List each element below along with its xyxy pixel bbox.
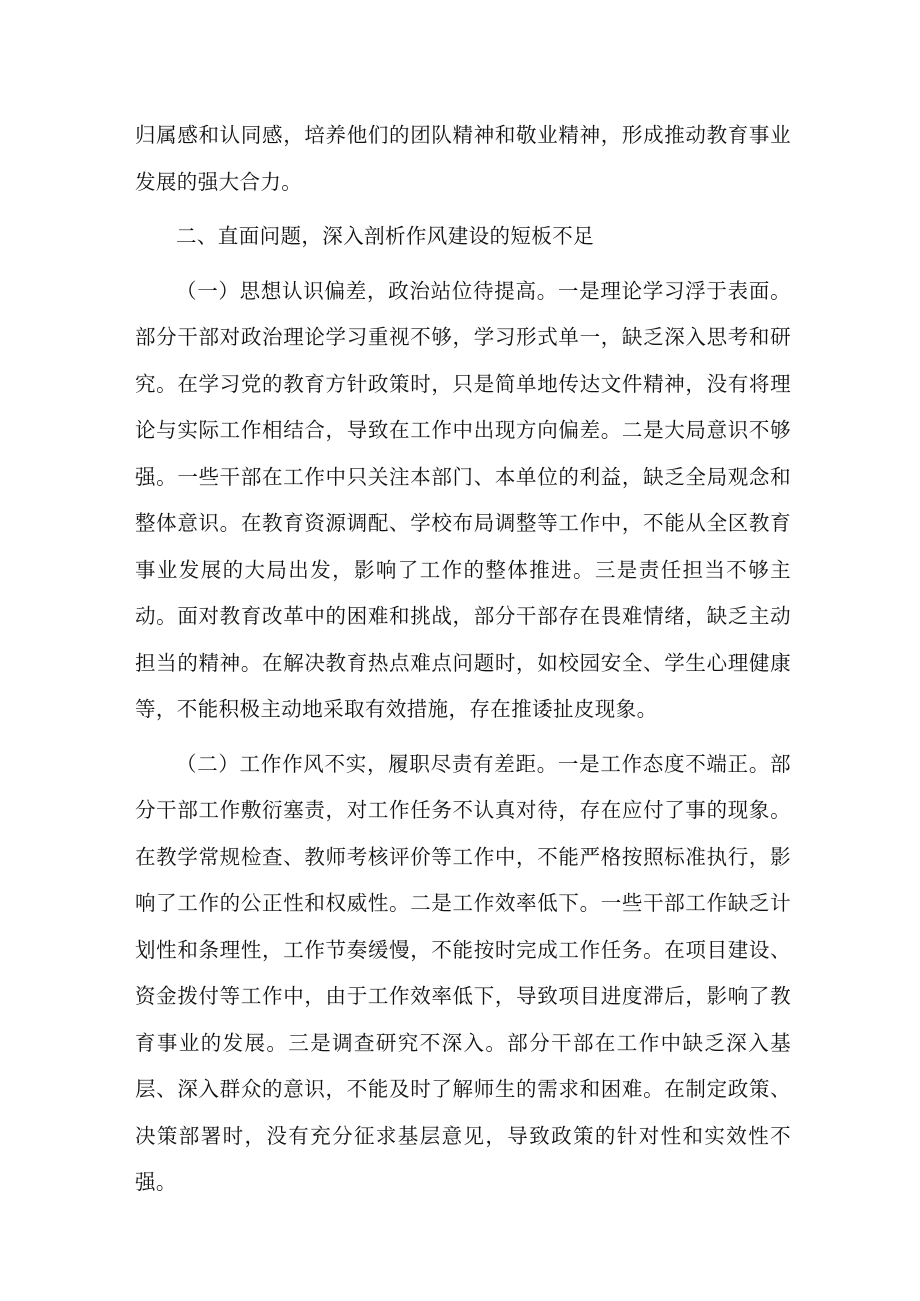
paragraph-continuation: 归属感和认同感，培养他们的团队精神和敬业精神，形成推动教育事业发展的强大合力。 [135,123,791,194]
document-body [135,112,791,1206]
section-heading: 二、直面问题，深入剖析作风建设的短板不足 [176,224,594,248]
paragraph-work-style: （二）工作作风不实，履职尽责有差距。一是工作态度不端正。部分干部工作敷衍塞责，对工作任务不认真对待，存在应付了事的现象。在教学常规检查、教师考核评价等工作中，不能严格按照标准执行，影响了工作的公正性和权威性。二是工作效率低下。一些干部工作缺乏计划性和条理性，工作节奏缓慢，不能按时完成工作任务。在项目建设、资金拨付等工作中，由于工作效率低下，导致项目进度滞后，影响了教育事业的发展。三是调查研究不深入。部分干部在工作中缺乏深入基层、深入群众的意识，不能及时了解师生的需求和困难。在制定政策、决策部署时，没有充分征求基层意见，导致政策的针对性和实效性不强。 [135,751,791,1194]
paragraph-ideological-awareness: （一）思想认识偏差，政治站位待提高。一是理论学习浮于表面。部分干部对政治理论学习重视不够，学习形式单一，缺乏深入思考和研究。在学习党的教育方针政策时，只是简单地传达文件精神，没有将理论与实际工作相结合，导致在工作中出现方向偏差。二是大局意识不够强。一些干部在工作中只关注本部门、本单位的利益，缺乏全局观念和整体意识。在教育资源调配、学校布局调整等工作中，不能从全区教育事业发展的大局出发，影响了工作的整体推进。三是责任担当不够主动。面对教育改革中的困难和挑战，部分干部存在畏难情绪，缺乏主动担当的精神。在解决教育热点难点问题时，如校园安全、学生心理健康等，不能积极主动地采取有效措施，存在推诿扯皮现象。 [135,278,791,721]
